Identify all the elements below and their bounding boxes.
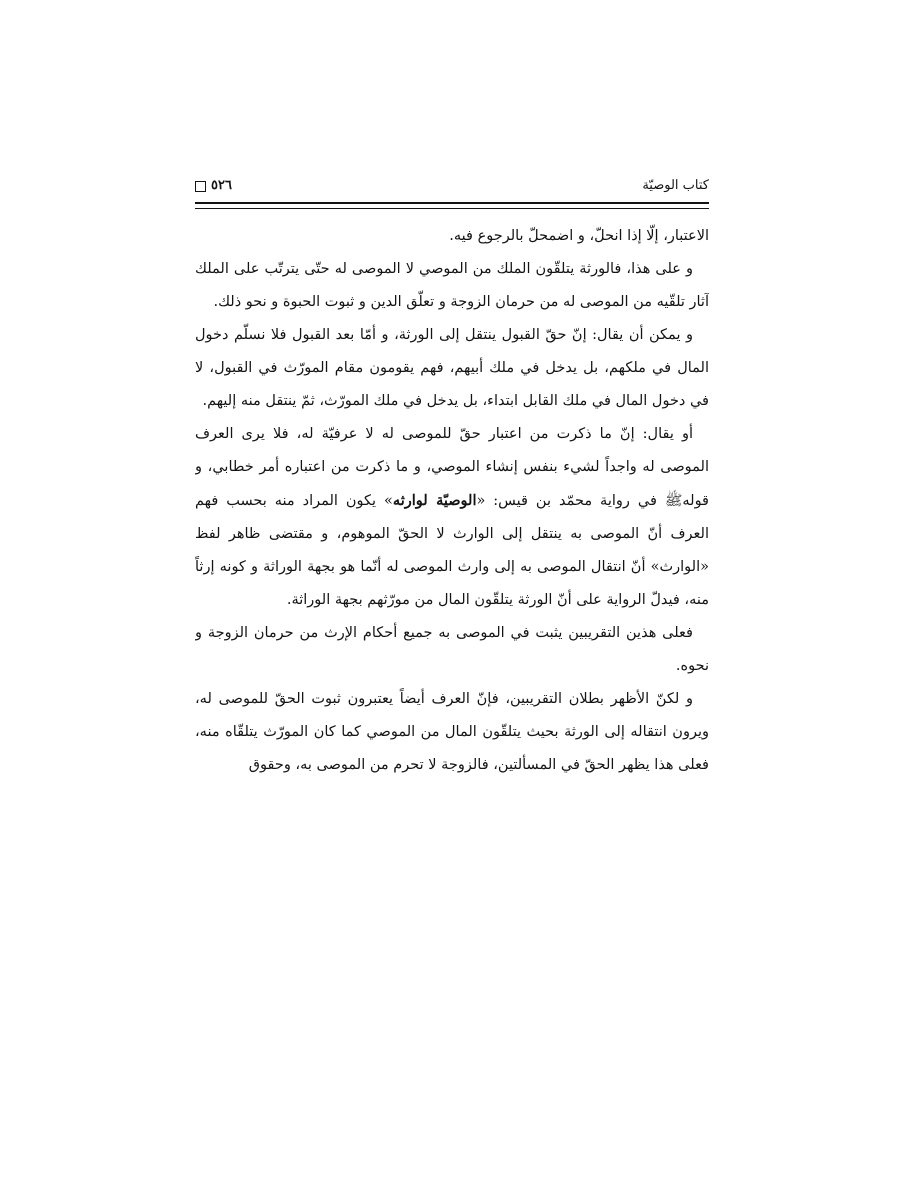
page-number-group	[195, 176, 232, 196]
paragraph-3: و يمكن أن يقال: إنّ حقّ القبول ينتقل إلى الورثة، و أمّا بعد القبول فلا نسلّم دخول المال في ملكهم، بل يدخل في ملك أبيهم، فهم يقومون مقام المورّث في القبول، لا في دخول المال في ملك القابل ابتداء، بل يدخل في ملك المورّث، ثمّ ينتقل منه إليهم.	[195, 327, 709, 409]
body-text	[195, 220, 709, 960]
running-title: كتاب الوصيّة	[642, 178, 709, 193]
honorific-symbol: ﷺ	[664, 493, 683, 509]
paragraph-4-text-after: » يكون المراد منه بحسب فهم العرف أنّ الموصى به ينتقل إلى الوارث لا الحقّ الموهوم، و مقتضى ظاهر لفظ «الوارث» أنّ انتقال الموصى به إلى وارث الموصى له أنّما هو بجهة الوراثة و كونه إرثاً منه، فيدلّ الرواية على أنّ الورثة يتلقّون المال من مورّثهم بجهة الوراثة.	[195, 493, 709, 608]
paragraph-5: فعلى هذين التقريبين يثبت في الموصى به جميع أحكام الإرث من حرمان الزوجة و نحوه.	[195, 625, 709, 674]
header-rule-thin	[195, 208, 709, 209]
paragraph-4	[195, 418, 709, 617]
paragraph-1: الاعتبار، إلّا إذا انحلّ، و اضمحلّ بالرجوع فيه.	[449, 228, 709, 244]
paragraph-4-text-middle: في رواية محمّد بن قيس: «	[476, 493, 665, 509]
page-number: ٥٢٦	[211, 178, 232, 193]
square-icon	[195, 181, 206, 192]
paragraph-4-text-before: أو يقال: إنّ ما ذكرت من اعتبار حقّ للموصى له لا عرفيّة له، فلا يرى العرف الموصى له واجداً لشيء بنفس إنشاء الموصي، و ما ذكرت من اعتباره أمر خطابي، و قوله	[195, 426, 709, 509]
header-rule-thick	[195, 202, 709, 204]
quoted-hadith: الوصيّة لوارثه	[392, 492, 477, 509]
page-header	[195, 176, 709, 200]
paragraph-6: و لكنّ الأظهر بطلان التقريبين، فإنّ العرف أيضاً يعتبرون ثبوت الحقّ للموصى له، ويرون انتقاله إلى الورثة بحيث يتلقّون المال من الموصي كما كان المورّث يتلقّاه منه، فعلى هذا يظهر الحقّ في المسألتين، فالزوجة لا تحرم من الموصى به، وحقوق	[195, 691, 709, 773]
paragraph-2: و على هذا، فالورثة يتلقّون الملك من الموصي لا الموصى له حتّى يترتّب على الملك آثار تلقّيه من الموصى له من حرمان الزوجة و تعلّق الدين و ثبوت الحبوة و نحو ذلك.	[195, 261, 709, 310]
